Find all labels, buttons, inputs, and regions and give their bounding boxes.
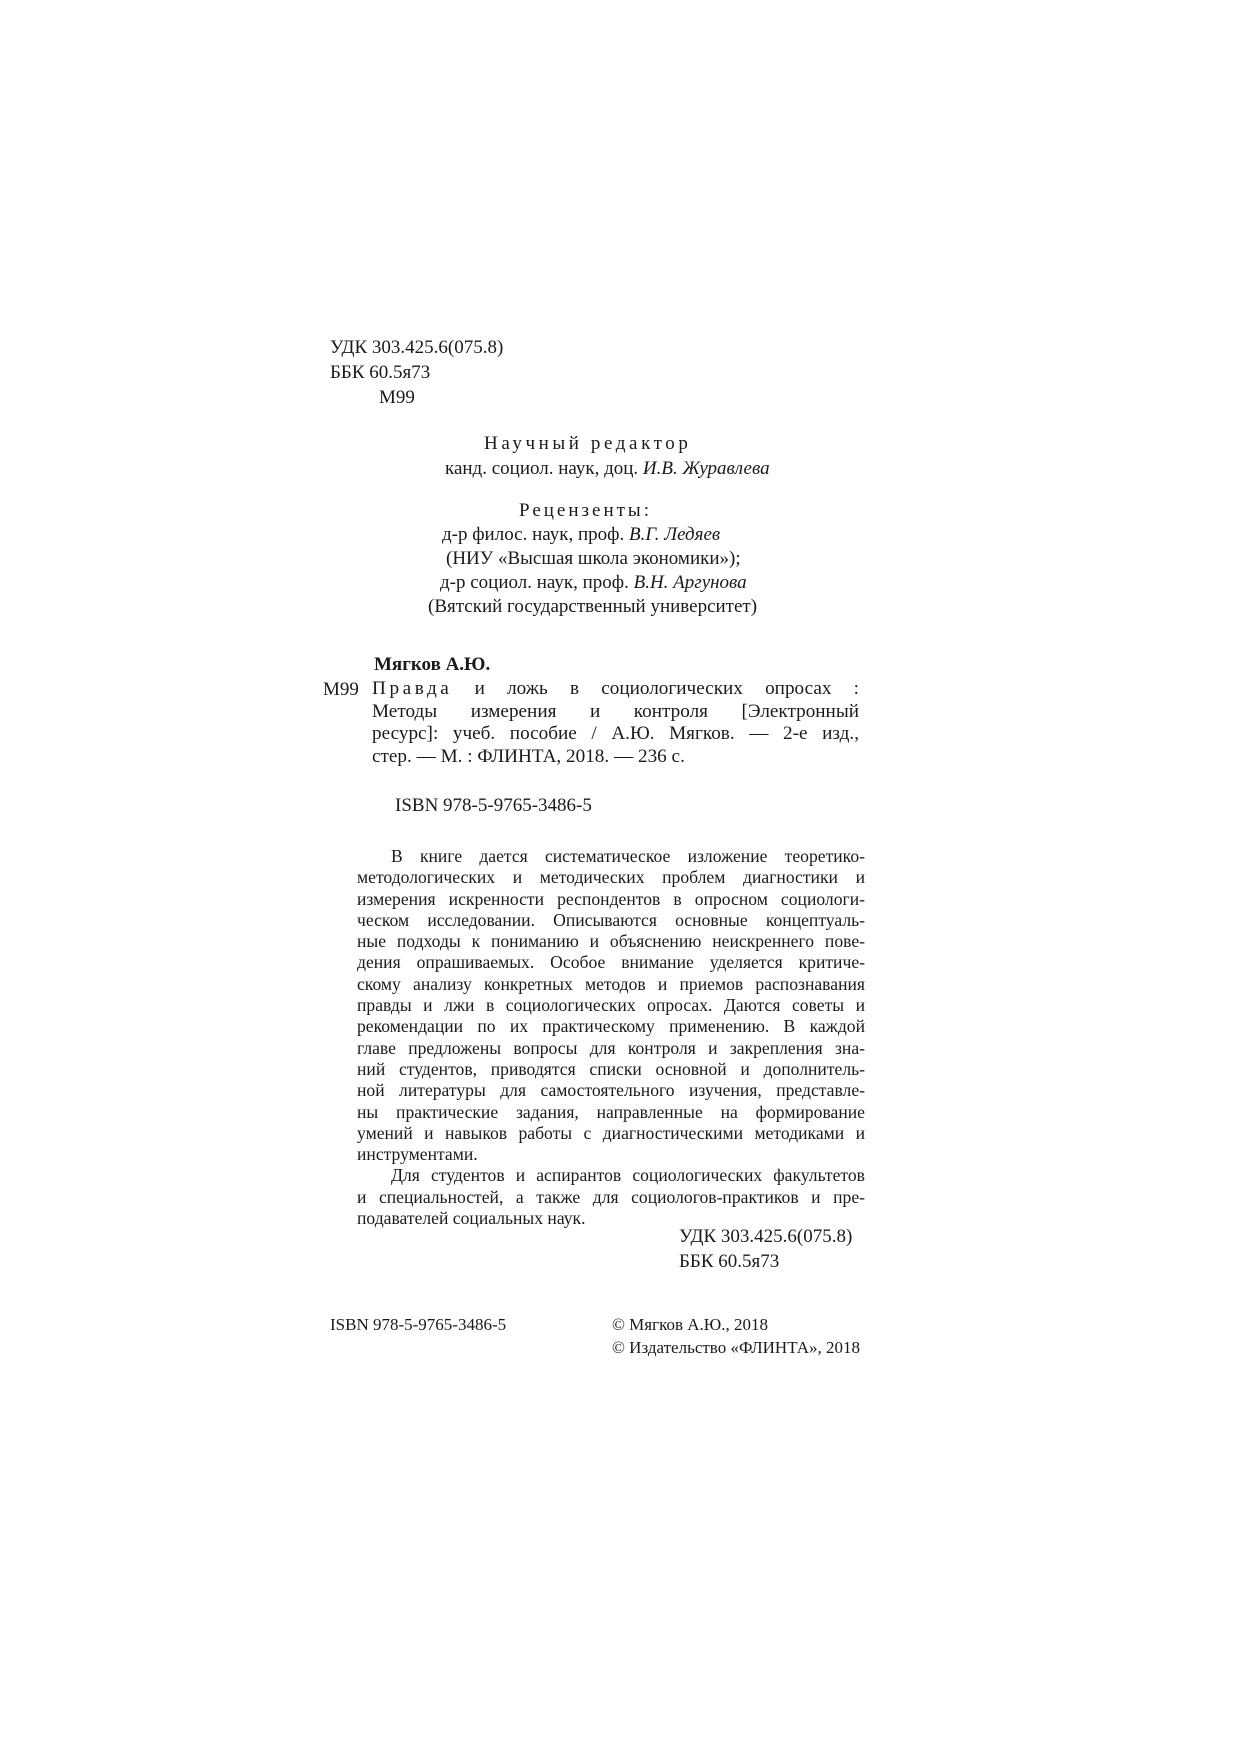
annotation-line: измерения искренности респондентов в опросном социологи- [357,888,865,909]
annotation-line: инструментами. [357,1144,478,1165]
editor-heading: Научный редактор [484,433,692,454]
record-title-line [372,678,859,701]
annotation-line: дения опрашиваемых. Особое внимание уделяется критиче- [357,952,865,973]
author-mark: М99 [379,387,415,408]
annotation-line: ны практические задания, направленные на формирование [357,1101,865,1122]
annotation-line: умений и навыков работы с диагностическими методиками и [357,1122,865,1143]
record-line-3: ресурс]: учеб. пособие / А.Ю. Мягков. — 2-е изд., [372,723,859,745]
udk-code: УДК 303.425.6(075.8) [330,337,504,358]
annotation-line: и специальностей, а также для социологов-практиков и пре- [357,1186,865,1207]
reviewer-2 [440,572,747,594]
record-line-2: Методы измерения и контроля [Электронный [372,700,859,722]
reviewer-1 [442,524,720,546]
record-mark: М99 [323,679,359,700]
annotation-line: Для студентов и аспирантов социологических факультетов [391,1165,865,1186]
footer-copyright-author: © Мягков А.Ю., 2018 [612,1315,768,1334]
annotation-line: методологических и методических проблем диагностики и [357,867,865,888]
editor-prefix: канд. социол. наук, доц. [445,458,643,479]
annotation-line: ной литературы для самостоятельного изучения, представле- [357,1080,865,1101]
annotation-line: ческом исследовании. Описываются основные концептуаль- [357,909,865,930]
footer-isbn: ISBN 978-5-9765-3486-5 [330,1315,507,1334]
annotation-line: В книге дается систематическое изложение теоретико- [391,846,865,866]
annotation-line: ний студентов, приводятся списки основной и дополнитель- [357,1058,865,1079]
annotation-line: ные подходы к пониманию и объяснению неискреннего пове- [357,931,865,952]
reviewer-2-prefix: д-р социол. наук, проф. [440,572,634,593]
record-title-spaced: Правда [372,678,453,699]
record-isbn: ISBN 978-5-9765-3486-5 [395,795,592,816]
reviewer-1-org: (НИУ «Высшая школа экономики»); [446,548,741,569]
reviewer-1-prefix: д-р филос. наук, проф. [442,524,629,545]
annotation-line: скому анализу конкретных методов и приемов распознавания [357,973,865,994]
reviewer-2-name: В.Н. Аргунова [633,572,747,593]
annotation-udk: УДК 303.425.6(075.8) [679,1226,853,1247]
annotation-line: рекомендации по их практическому применению. В каждой [357,1016,865,1037]
reviewer-2-org: (Вятский государственный университет) [428,596,758,617]
record-line-4: стер. — М. : ФЛИНТА, 2018. — 236 с. [372,746,685,768]
reviewer-1-name: В.Г. Ледяев [628,524,721,545]
editor-name: И.В. Журавлева [642,458,770,479]
record-author: Мягков А.Ю. [374,654,491,675]
annotation-bbk: ББК 60.5я73 [679,1251,780,1272]
annotation-line: подавателей социальных наук. [357,1208,586,1229]
record-description [372,678,859,769]
annotation-line: правды и лжи в социологических опросах. Даются советы и [357,995,865,1016]
annotation [357,846,865,1229]
footer-copyright-publisher: © Издательство «ФЛИНТА», 2018 [612,1338,861,1357]
editor-line [445,458,770,480]
bbk-code: ББК 60.5я73 [330,362,431,383]
annotation-line: главе предложены вопросы для контроля и закрепления зна- [357,1037,865,1058]
record-title-rest: и ложь в социологических опросах : [452,678,859,699]
reviewers-heading: Рецензенты: [519,500,652,521]
